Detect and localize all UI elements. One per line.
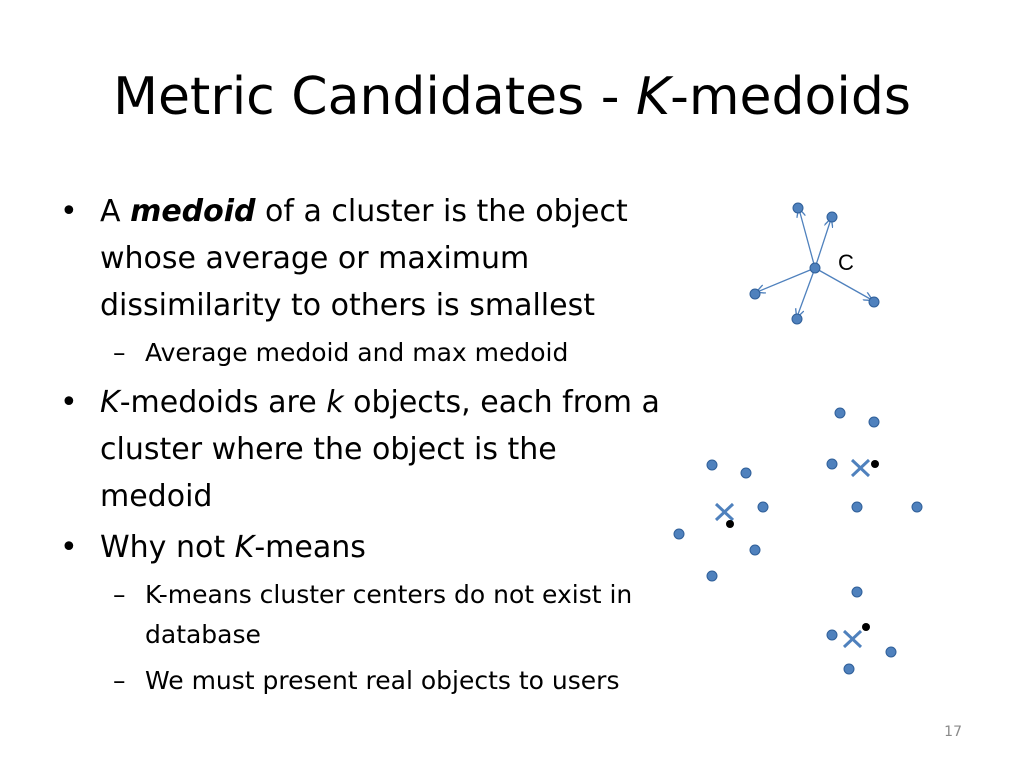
subbullet-text: We must present real objects to users bbox=[145, 666, 620, 695]
point bbox=[852, 502, 862, 512]
bullet-text-k2: k bbox=[326, 385, 344, 420]
arrow-3 bbox=[757, 268, 815, 292]
point bbox=[912, 502, 922, 512]
point bbox=[758, 502, 768, 512]
bullet-text-k: K bbox=[100, 385, 120, 420]
title-suffix: -medoids bbox=[670, 67, 911, 127]
bullet-dot: • bbox=[60, 530, 78, 565]
point bbox=[827, 459, 837, 469]
page-number: 17 bbox=[944, 724, 962, 740]
mean-cross-icon bbox=[844, 631, 861, 647]
arrow-4 bbox=[797, 268, 815, 317]
point bbox=[844, 664, 854, 674]
mean-cross-icon bbox=[852, 460, 869, 476]
medoid-marker bbox=[862, 623, 870, 631]
point bbox=[792, 314, 802, 324]
arrow-1 bbox=[799, 209, 815, 268]
point bbox=[852, 587, 862, 597]
bullet-text-line1: of a cluster is the object bbox=[255, 194, 628, 229]
bullet-text-line2: cluster where the object is the bbox=[100, 432, 557, 467]
bullet-text-k: K bbox=[234, 530, 255, 565]
medoid-point bbox=[810, 263, 820, 273]
cluster-bottom bbox=[827, 587, 896, 674]
bullet-text-post: -means bbox=[254, 530, 366, 565]
bullet-text-medoid: medoid bbox=[130, 194, 256, 229]
point bbox=[793, 203, 803, 213]
point bbox=[707, 571, 717, 581]
bullet-text-a: A bbox=[100, 194, 131, 229]
bullet-text-line1: objects, each from a bbox=[343, 385, 660, 420]
point bbox=[835, 408, 845, 418]
point bbox=[674, 529, 684, 539]
point bbox=[750, 545, 760, 555]
dash-marker: – bbox=[113, 666, 126, 695]
mean-cross-icon bbox=[716, 504, 733, 520]
medoid-marker bbox=[871, 460, 879, 468]
point bbox=[869, 417, 879, 427]
bullet-text-pre: Why not bbox=[100, 530, 235, 565]
bullet-text-mid: -medoids are bbox=[119, 385, 327, 420]
dash-marker: – bbox=[113, 580, 126, 609]
bullet-text-line3: dissimilarity to others is smallest bbox=[100, 288, 595, 323]
point bbox=[741, 468, 751, 478]
bullet-text-line2: whose average or maximum bbox=[100, 241, 530, 276]
subbullet-text: Average medoid and max medoid bbox=[145, 338, 569, 367]
title-k: K bbox=[636, 67, 671, 127]
point bbox=[750, 289, 760, 299]
point bbox=[886, 647, 896, 657]
arrow-2 bbox=[815, 219, 831, 268]
cluster-left bbox=[674, 460, 768, 581]
subbullet-text: K-means cluster centers do not exist in bbox=[145, 580, 633, 609]
cluster-right bbox=[827, 408, 922, 512]
point bbox=[827, 212, 837, 222]
point bbox=[707, 460, 717, 470]
medoid-star-group bbox=[750, 203, 879, 324]
point bbox=[869, 297, 879, 307]
subbullet-text-cont: database bbox=[145, 620, 261, 649]
medoid-marker bbox=[726, 520, 734, 528]
bullet-dot: • bbox=[60, 385, 78, 420]
point bbox=[827, 630, 837, 640]
bullet-text-line3: medoid bbox=[100, 479, 213, 514]
dash-marker: – bbox=[113, 338, 126, 367]
center-label: C bbox=[838, 250, 854, 275]
title-prefix: Metric Candidates - bbox=[113, 67, 637, 127]
bullet-dot: • bbox=[60, 194, 78, 229]
